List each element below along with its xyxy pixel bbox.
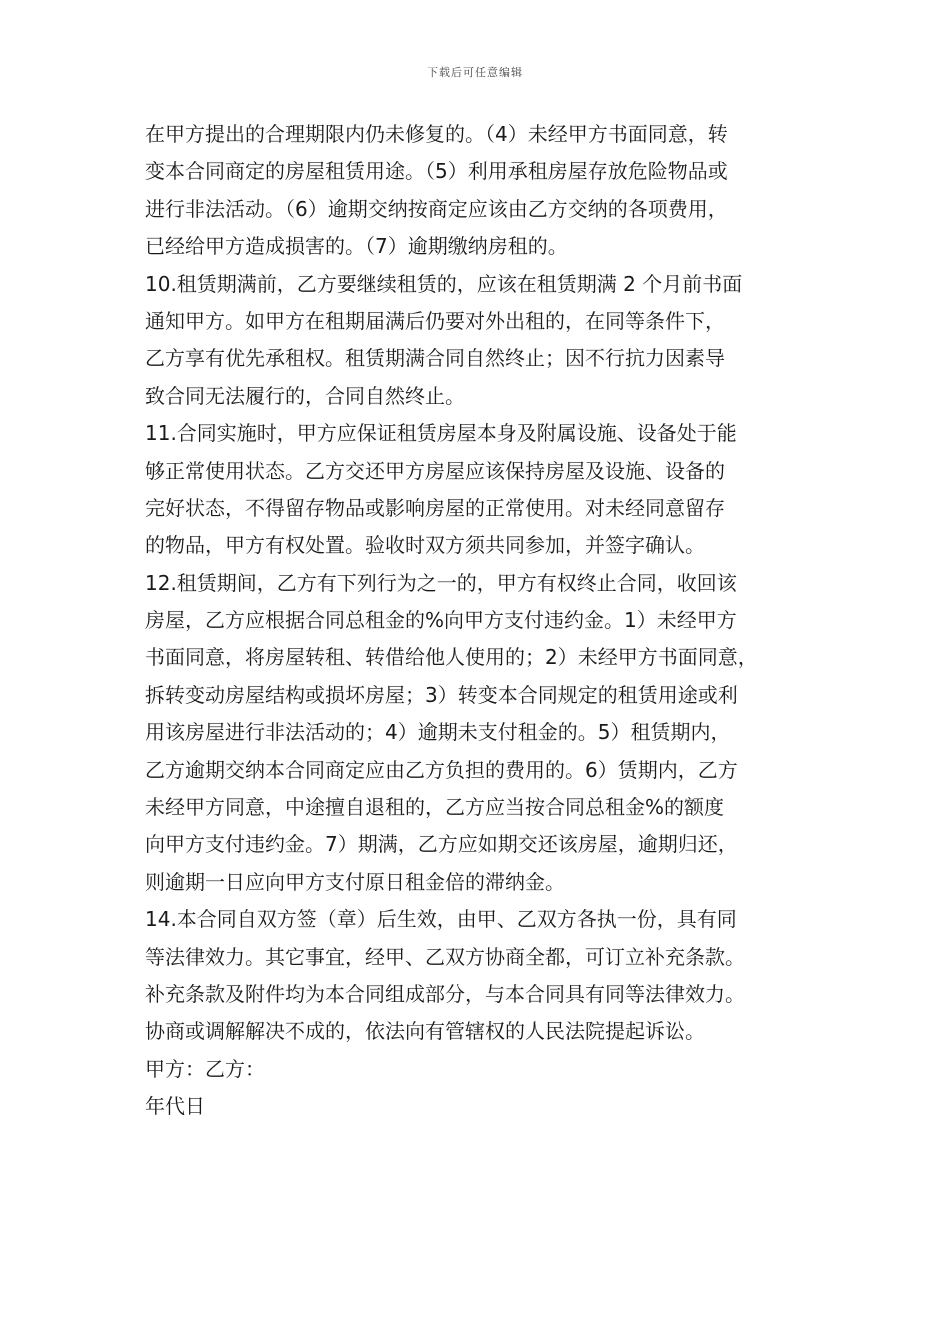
page-header: 下载后可任意编辑 bbox=[427, 66, 523, 79]
text-line: 进行非法活动。（6）逾期交纳按商定应该由乙方交纳的各项费用， bbox=[145, 196, 728, 221]
document-body bbox=[145, 116, 817, 1126]
text-line: 用该房屋进行非法活动的；4）逾期未支付租金的。5）租赁期内， bbox=[145, 720, 731, 745]
date-line: 年代日 bbox=[145, 1094, 205, 1119]
text-line: 在甲方提出的合理期限内仍未修复的。（4）未经甲方书面同意，转 bbox=[145, 122, 728, 146]
text-line: 乙方逾期交纳本合同商定应由乙方负担的费用的。6）赁期内，乙方 bbox=[145, 757, 738, 782]
text-line: 补充条款及附件均为本合同组成部分，与本合同具有同等法律效力。 bbox=[145, 981, 745, 1006]
text-line: 拆转变动房屋结构或损坏房屋；3）转变本合同规定的租赁用途或利 bbox=[145, 682, 738, 707]
clause-10-line: 10.租赁期满前，乙方要继续租赁的，应该在租赁期满 2 个月前书面 bbox=[145, 271, 743, 296]
text-line: 未经甲方同意，中途擅自退租的，乙方应当按合同总租金%的额度 bbox=[145, 795, 725, 820]
text-line: 通知甲方。如甲方在租期届满后仍要对外出租的，在同等条件下， bbox=[145, 308, 725, 333]
text-line: 够正常使用状态。乙方交还甲方房屋应该保持房屋及设施、设备的 bbox=[145, 458, 725, 483]
clause-14-line: 14.本合同自双方签（章）后生效，由甲、乙双方各执一份，具有同 bbox=[145, 907, 737, 932]
text-line: 的物品，甲方有权处置。验收时双方须共同参加，并签字确认。 bbox=[145, 533, 705, 558]
text-line: 变本合同商定的房屋租赁用途。（5）利用承租房屋存放危险物品或 bbox=[145, 159, 728, 184]
text-line: 房屋，乙方应根据合同总租金的%向甲方支付违约金。1）未经甲方 bbox=[145, 608, 737, 633]
text-line: 书面同意，将房屋转租、转借给他人使用的；2）未经甲方书面同意， bbox=[145, 645, 758, 670]
text-line: 协商或调解解决不成的，依法向有管辖权的人民法院提起诉讼。 bbox=[145, 1019, 705, 1044]
text-line: 则逾期一日应向甲方支付原日租金倍的滞纳金。 bbox=[145, 869, 565, 894]
clause-12-line: 12.租赁期间，乙方有下列行为之一的，甲方有权终止合同，收回该 bbox=[145, 570, 737, 595]
text-line: 完好状态，不得留存物品或影响房屋的正常使用。对未经同意留存 bbox=[145, 495, 725, 520]
text-line: 向甲方支付违约金。7）期满，乙方应如期交还该房屋，逾期归还， bbox=[145, 832, 738, 857]
text-line: 致合同无法履行的，合同自然终止。 bbox=[145, 383, 465, 408]
text-line: 等法律效力。其它事宜，经甲、乙双方协商全都，可订立补充条款。 bbox=[145, 944, 745, 969]
text-line: 已经给甲方造成损害的。（7）逾期缴纳房租的。 bbox=[145, 234, 568, 259]
clause-11-line: 11.合同实施时，甲方应保证租赁房屋本身及附属设施、设备处于能 bbox=[145, 421, 737, 446]
signature-parties-line: 甲方：乙方： bbox=[145, 1056, 265, 1081]
text-line: 乙方享有优先承租权。租赁期满合同自然终止；因不行抗力因素导 bbox=[145, 346, 725, 371]
